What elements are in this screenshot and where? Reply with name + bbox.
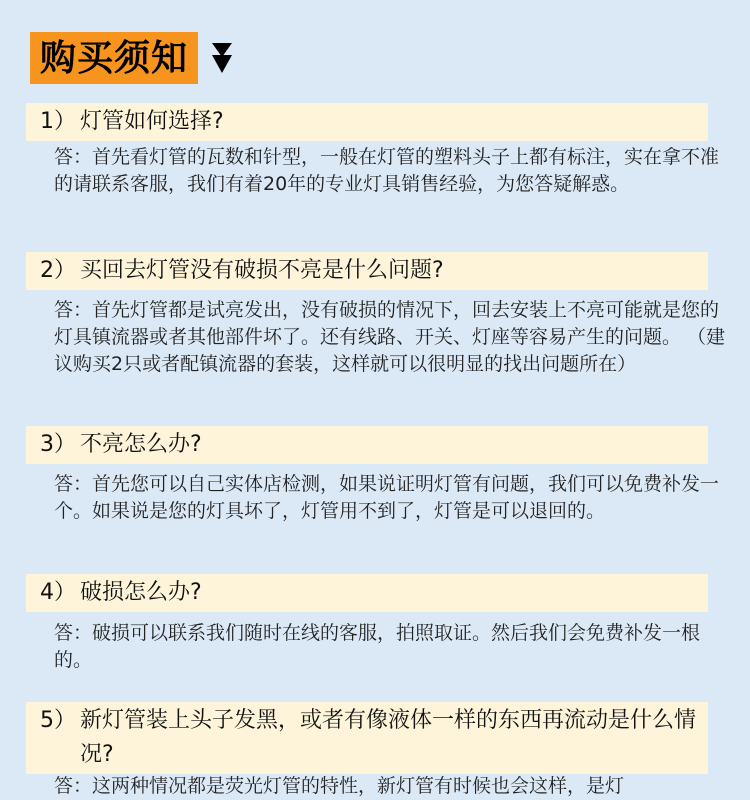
question-4 [26,574,708,612]
question-3 [26,426,708,464]
arrow-down-icon [210,41,234,75]
answer-3: 答：首先您可以自己实体店检测，如果说证明灯管有问题，我们可以免费补发一个。如果说是您的灯具坏了，灯管用不到了，灯管是可以退回的。 [54,473,720,522]
question-2 [26,252,708,290]
question-number: 4） [40,580,76,605]
question-text: 不亮怎么办? [80,432,202,457]
question-number: 5） [40,708,76,733]
question-text: 买回去灯管没有破损不亮是什么问题? [80,258,444,283]
question-text: 新灯管装上头子发黑，或者有像液体一样的东西再流动是什么情况? [80,708,697,767]
question-number: 2） [40,258,76,283]
answer-1: 答：首先看灯管的瓦数和针型，一般在灯管的塑料头子上都有标注，实在拿不准的请联系客服，我们有着20年的专业灯具销售经验，为您答疑解惑。 [54,146,720,195]
question-5 [26,702,708,774]
question-number: 1） [40,109,76,134]
page-title: 购买须知 [30,32,198,84]
question-number: 3） [40,432,76,457]
answer-5: 答：这两种情况都是荧光灯管的特性，新灯管有时候也会这样，是灯 [54,775,625,797]
answer-2: 答：首先灯管都是试亮发出，没有破损的情况下，回去安装上不亮可能就是您的灯具镇流器或者其他部件坏了。还有线路、开关、灯座等容易产生的问题。 （建议购买2只或者配镇流器的套装，这样就可以很明显的找出问题所在） [54,299,726,375]
question-text: 灯管如何选择? [80,109,224,134]
header [30,32,234,84]
question-1 [26,103,708,141]
answer-4: 答：破损可以联系我们随时在线的客服，拍照取证。然后我们会免费补发一根的。 [54,622,701,671]
question-text: 破损怎么办? [80,580,202,605]
